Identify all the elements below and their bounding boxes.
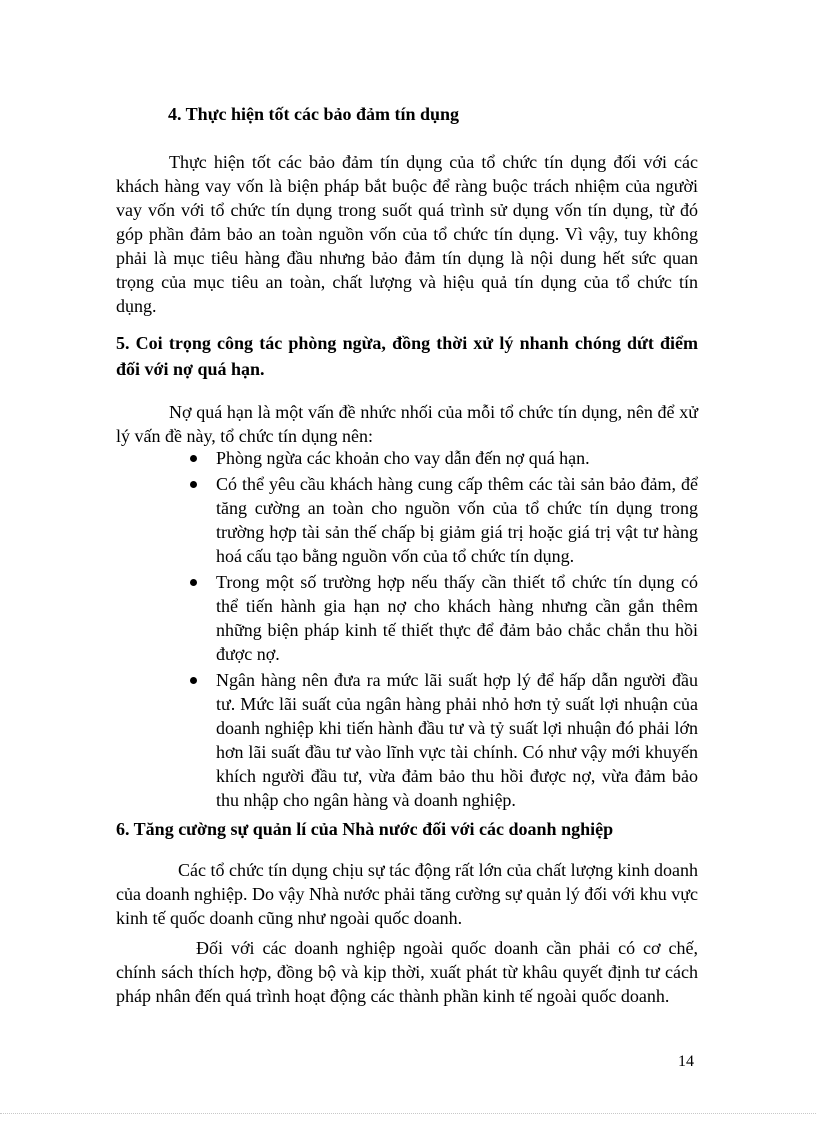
section-6-paragraph-2: Đối với các doanh nghiệp ngoài quốc doanh cần phải có cơ chế, chính sách thích hợp, đồng bộ và kịp thời, xuất phát từ khâu quyết định tư cách pháp nhân đến quá trình hoạt động các thành phần kinh tế ngoài quốc doanh. — [116, 938, 698, 1006]
section-6-heading: 6. Tăng cường sự quản lí của Nhà nước đối với các doanh nghiệp — [116, 819, 614, 839]
bullet-icon — [190, 677, 197, 684]
section-4-paragraph: Thực hiện tốt các bảo đảm tín dụng của tổ chức tín dụng đối với các khách hàng vay vốn là biện pháp bắt buộc để ràng buộc trách nhiệm của người vay vốn với tổ chức tín dụng trong suốt quá trình sử dụng vốn tín dụng, từ đó góp phần đảm bảo an toàn nguồn vốn của tổ chức tín dụng. Vì vậy, tuy không phải là mục tiêu hàng đầu nhưng bảo đảm tín dụng là nội dung hết sức quan trọng của mục tiêu an toàn, chất lượng và hiệu quả tín dụng của tổ chức tín dụng. — [116, 152, 698, 316]
list-item — [190, 472, 698, 568]
bullet-icon — [190, 579, 197, 586]
bullet-icon — [190, 455, 197, 462]
list-item-text: Ngân hàng nên đưa ra mức lãi suất hợp lý để hấp dẫn người đầu tư. Mức lãi suất của ngân hàng phải nhỏ hơn tỷ suất lợi nhuận của doanh nghiệp khi tiến hành đầu tư và tỷ suất lợi nhuận đó phải lớn hơn lãi suất đầu tư vào lĩnh vực tài chính. Có như vậy mới khuyến khích người đầu tư, vừa đảm bảo thu hồi được nợ, vừa đảm bảo thu nhập cho ngân hàng và doanh nghiệp. — [216, 670, 698, 810]
bullet-icon — [190, 481, 197, 488]
nqh-measures-list — [190, 446, 698, 814]
list-item-text: Trong một số trường hợp nếu thấy cần thiết tổ chức tín dụng có thể tiến hành gia hạn nợ cho khách hàng nhưng cần gắn thêm những biện pháp kinh tế thiết thực để đảm bảo chắc chắn thu hồi được nợ. — [216, 572, 698, 664]
list-item — [190, 570, 698, 666]
list-item — [190, 668, 698, 812]
section-6-paragraph-1: Các tổ chức tín dụng chịu sự tác động rất lớn của chất lượng kinh doanh của doanh nghiệp. Do vậy Nhà nước phải tăng cường sự quản lý đối với khu vực kinh tế quốc doanh cũng như ngoài quốc doanh. — [116, 860, 698, 928]
page-bottom-divider — [0, 1113, 816, 1114]
page-number: 14 — [678, 1053, 694, 1070]
list-item — [190, 446, 698, 470]
section-5-intro: Nợ quá hạn là một vấn đề nhức nhối của mỗi tổ chức tín dụng, nên để xử lý vấn đề này, tổ chức tín dụng nên: — [116, 402, 698, 446]
list-item-text: Phòng ngừa các khoản cho vay dẫn đến nợ quá hạn. — [216, 448, 590, 468]
list-item-text: Có thể yêu cầu khách hàng cung cấp thêm các tài sản bảo đảm, để tăng cường an toàn cho nguồn vốn của tổ chức tín dụng trong trường hợp tài sản thế chấp bị giảm giá trị hoặc giá trị vật tư hàng hoá cấu tạo bằng nguồn vốn của tổ chức tín dụng. — [216, 474, 698, 566]
section-5-heading: 5. Coi trọng công tác phòng ngừa, đồng thời xử lý nhanh chóng dứt điểm đối với nợ quá hạn. — [116, 333, 698, 379]
section-4-heading: 4. Thực hiện tốt các bảo đảm tín dụng — [168, 104, 460, 124]
